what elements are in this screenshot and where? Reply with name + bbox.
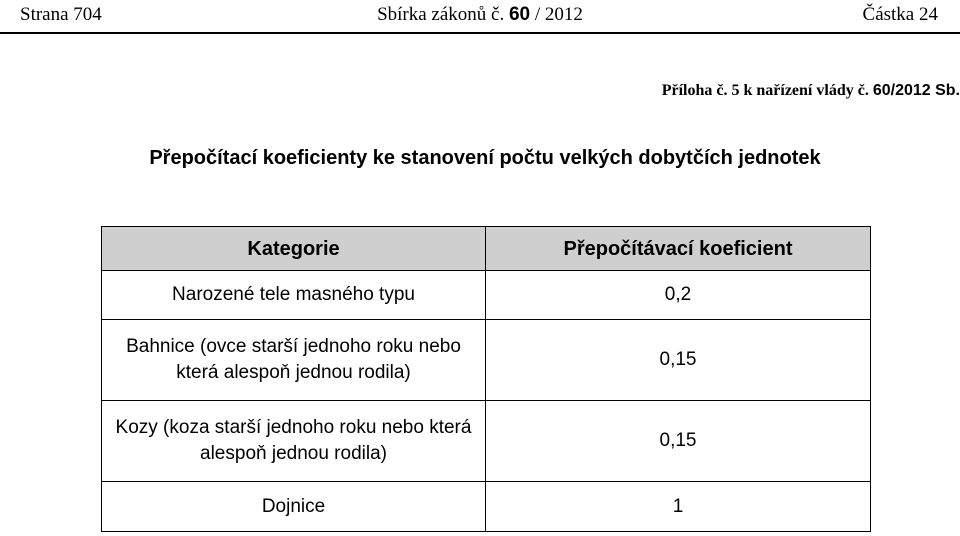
category-cell <box>102 401 486 482</box>
table-row <box>102 271 871 320</box>
category-text: Bahnice (ovce starší jednoho roku nebo která alespoň jednou rodila) <box>126 336 461 383</box>
annex-heading <box>0 82 960 100</box>
column-header-coefficient: Přepočítávací koeficient <box>486 227 871 271</box>
category-cell <box>102 271 486 320</box>
annex-reference: 60/2012 Sb. <box>872 82 960 99</box>
issue-number: 60 <box>508 4 531 25</box>
coefficient-text: 0,15 <box>659 349 697 370</box>
coefficient-text: 1 <box>672 495 684 517</box>
coefficient-text: 0,2 <box>664 284 692 305</box>
collection-suffix: / 2012 <box>534 4 583 25</box>
category-text: Kozy (koza starší jednoho roku nebo která alespoň jednou rodila) <box>115 417 472 464</box>
coefficient-cell <box>486 482 871 532</box>
category-cell <box>102 320 486 401</box>
table-row <box>102 320 871 401</box>
coefficient-cell <box>486 320 871 401</box>
coefficient-cell <box>486 271 871 320</box>
category-cell <box>102 482 486 532</box>
annex-label: Příloha č. 5 k nařízení vlády č. <box>661 82 869 99</box>
table-row <box>102 482 871 532</box>
coefficient-cell <box>486 401 871 482</box>
page-header <box>0 0 960 34</box>
document-title: Přepočítací koeficienty ke stanovení počtu velkých dobytčích jednotek <box>149 147 821 169</box>
page-number: Strana 704 <box>20 4 102 25</box>
table-header-row <box>102 227 871 271</box>
collection-title <box>0 4 960 26</box>
part-number: Částka 24 <box>862 4 938 25</box>
coefficient-text: 0,15 <box>659 430 697 451</box>
collection-prefix: Sbírka zákonů č. <box>377 4 505 25</box>
category-text: Narozené tele masného typu <box>172 284 415 305</box>
category-text: Dojnice <box>261 495 326 517</box>
column-header-category: Kategorie <box>102 227 486 271</box>
table-row <box>102 401 871 482</box>
coefficient-table <box>101 226 871 532</box>
